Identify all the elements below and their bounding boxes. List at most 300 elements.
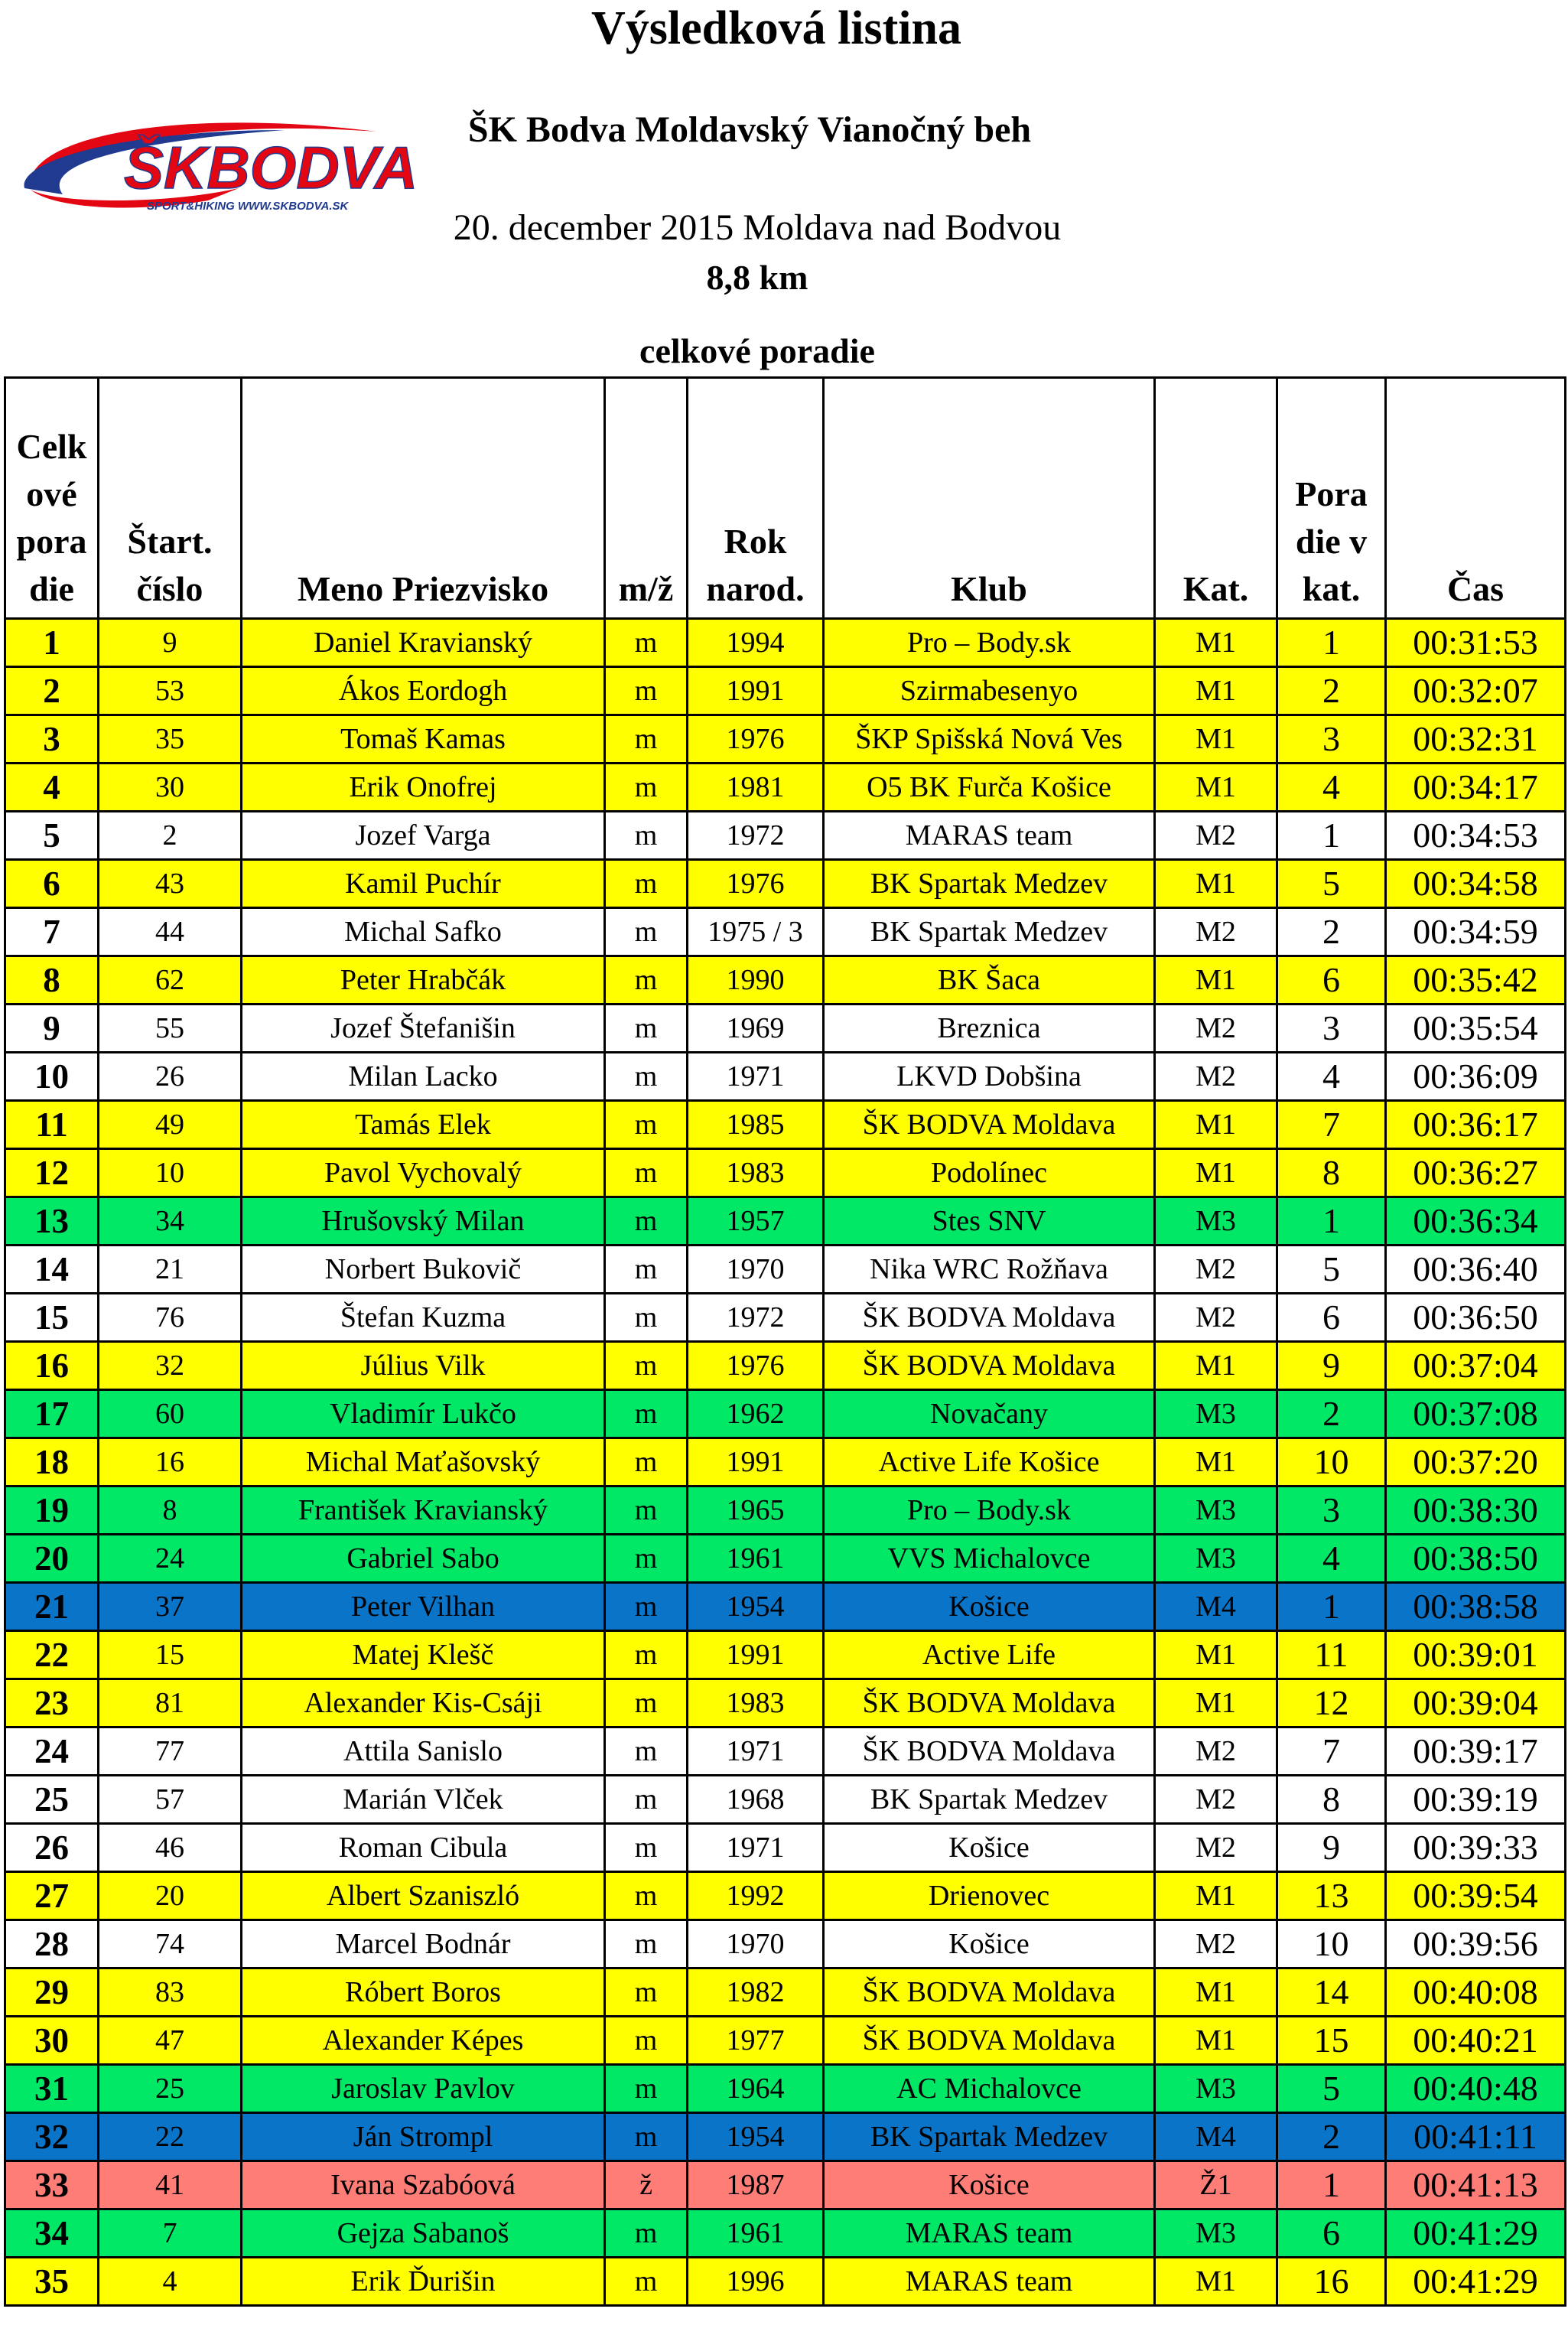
category-position-cell: 8 (1277, 1149, 1386, 1197)
category-cell: M3 (1155, 1487, 1277, 1535)
category-cell: M1 (1155, 860, 1277, 908)
overall-position-cell: 9 (5, 1005, 99, 1053)
col-header-birth-year: Rok narod. (688, 378, 824, 619)
sex-cell: m (605, 1824, 688, 1872)
runner-name-cell: Erik Ďurišin (242, 2258, 605, 2306)
runner-name-cell: Tamás Elek (242, 1101, 605, 1149)
sex-cell: m (605, 1487, 688, 1535)
runner-name-cell: Matej Klešč (242, 1631, 605, 1679)
table-row (5, 1294, 1566, 1342)
runner-name-cell: Attila Sanislo (242, 1727, 605, 1776)
overall-position-cell: 10 (5, 1053, 99, 1101)
finish-time-cell: 00:39:33 (1386, 1824, 1566, 1872)
overall-position-cell: 4 (5, 764, 99, 812)
runner-name-cell: Peter Hrabčák (242, 956, 605, 1005)
category-cell: M2 (1155, 908, 1277, 956)
club-cell: MARAS team (824, 2258, 1155, 2306)
overall-position-cell: 23 (5, 1679, 99, 1727)
category-cell: M4 (1155, 2113, 1277, 2161)
overall-position-cell: 6 (5, 860, 99, 908)
table-row (5, 1824, 1566, 1872)
category-position-cell: 6 (1277, 956, 1386, 1005)
finish-time-cell: 00:39:54 (1386, 1872, 1566, 1920)
finish-time-cell: 00:36:50 (1386, 1294, 1566, 1342)
category-cell: M3 (1155, 2209, 1277, 2258)
overall-position-cell: 21 (5, 1583, 99, 1631)
birth-year-cell: 1970 (688, 1920, 824, 1968)
category-cell: M2 (1155, 1776, 1277, 1824)
category-cell: M1 (1155, 764, 1277, 812)
overall-position-cell: 18 (5, 1438, 99, 1487)
club-cell: AC Michalovce (824, 2065, 1155, 2113)
birth-year-cell: 1971 (688, 1053, 824, 1101)
finish-time-cell: 00:37:04 (1386, 1342, 1566, 1390)
category-position-cell: 2 (1277, 908, 1386, 956)
birth-year-cell: 1976 (688, 715, 824, 764)
runner-name-cell: Ján Strompl (242, 2113, 605, 2161)
sex-cell: m (605, 1101, 688, 1149)
runner-name-cell: František Kravianský (242, 1487, 605, 1535)
sex-cell: m (605, 908, 688, 956)
overall-position-cell: 14 (5, 1246, 99, 1294)
overall-position-cell: 34 (5, 2209, 99, 2258)
finish-time-cell: 00:36:27 (1386, 1149, 1566, 1197)
overall-position-cell: 29 (5, 1968, 99, 2017)
runner-name-cell: Michal Safko (242, 908, 605, 956)
birth-year-cell: 1990 (688, 956, 824, 1005)
finish-time-cell: 00:32:31 (1386, 715, 1566, 764)
finish-time-cell: 00:38:30 (1386, 1487, 1566, 1535)
finish-time-cell: 00:31:53 (1386, 619, 1566, 667)
runner-name-cell: Alexander Képes (242, 2017, 605, 2065)
skbodva-logo (9, 115, 438, 214)
category-position-cell: 11 (1277, 1631, 1386, 1679)
club-cell: ŠK BODVA Moldava (824, 1294, 1155, 1342)
start-number-cell: 60 (99, 1390, 242, 1438)
runner-name-cell: Alexander Kis-Csáji (242, 1679, 605, 1727)
category-position-cell: 7 (1277, 1101, 1386, 1149)
finish-time-cell: 00:39:19 (1386, 1776, 1566, 1824)
table-row (5, 619, 1566, 667)
category-cell: M1 (1155, 619, 1277, 667)
finish-time-cell: 00:35:54 (1386, 1005, 1566, 1053)
overall-position-cell: 7 (5, 908, 99, 956)
table-row (5, 1776, 1566, 1824)
runner-name-cell: Albert Szaniszló (242, 1872, 605, 1920)
table-row (5, 2209, 1566, 2258)
start-number-cell: 35 (99, 715, 242, 764)
sex-cell: m (605, 956, 688, 1005)
category-position-cell: 4 (1277, 764, 1386, 812)
category-position-cell: 12 (1277, 1679, 1386, 1727)
event-date-place: 20. december 2015 Moldava nad Bodvou (453, 207, 1062, 248)
start-number-cell: 74 (99, 1920, 242, 1968)
finish-time-cell: 00:39:56 (1386, 1920, 1566, 1968)
birth-year-cell: 1964 (688, 2065, 824, 2113)
club-cell: ŠK BODVA Moldava (824, 1342, 1155, 1390)
sex-cell: m (605, 1053, 688, 1101)
start-number-cell: 81 (99, 1679, 242, 1727)
category-position-cell: 4 (1277, 1535, 1386, 1583)
table-row (5, 1487, 1566, 1535)
runner-name-cell: Ákos Eordogh (242, 667, 605, 715)
runner-name-cell: Erik Onofrej (242, 764, 605, 812)
club-cell: Stes SNV (824, 1197, 1155, 1246)
category-position-cell: 9 (1277, 1342, 1386, 1390)
sex-cell: m (605, 1872, 688, 1920)
category-cell: M1 (1155, 1438, 1277, 1487)
start-number-cell: 20 (99, 1872, 242, 1920)
start-number-cell: 76 (99, 1294, 242, 1342)
sex-cell: m (605, 860, 688, 908)
category-position-cell: 5 (1277, 2065, 1386, 2113)
start-number-cell: 37 (99, 1583, 242, 1631)
table-row (5, 1438, 1566, 1487)
start-number-cell: 46 (99, 1824, 242, 1872)
birth-year-cell: 1982 (688, 1968, 824, 2017)
overall-position-cell: 17 (5, 1390, 99, 1438)
start-number-cell: 57 (99, 1776, 242, 1824)
birth-year-cell: 1971 (688, 1727, 824, 1776)
start-number-cell: 34 (99, 1197, 242, 1246)
club-cell: Pro – Body.sk (824, 1487, 1155, 1535)
overall-position-cell: 30 (5, 2017, 99, 2065)
finish-time-cell: 00:39:01 (1386, 1631, 1566, 1679)
overall-position-cell: 24 (5, 1727, 99, 1776)
club-cell: BK Spartak Medzev (824, 860, 1155, 908)
table-row (5, 1197, 1566, 1246)
start-number-cell: 83 (99, 1968, 242, 2017)
overall-position-cell: 16 (5, 1342, 99, 1390)
category-position-cell: 14 (1277, 1968, 1386, 2017)
club-cell: ŠKP Spišská Nová Ves (824, 715, 1155, 764)
start-number-cell: 26 (99, 1053, 242, 1101)
category-cell: M2 (1155, 1246, 1277, 1294)
runner-name-cell: Hrušovský Milan (242, 1197, 605, 1246)
finish-time-cell: 00:39:04 (1386, 1679, 1566, 1727)
category-cell: M4 (1155, 1583, 1277, 1631)
category-cell: M2 (1155, 812, 1277, 860)
sex-cell: m (605, 1583, 688, 1631)
sex-cell: m (605, 1727, 688, 1776)
category-position-cell: 10 (1277, 1438, 1386, 1487)
club-cell: Active Life (824, 1631, 1155, 1679)
sex-cell: m (605, 1968, 688, 2017)
club-cell: BK Spartak Medzev (824, 908, 1155, 956)
sex-cell: m (605, 2017, 688, 2065)
start-number-cell: 21 (99, 1246, 242, 1294)
sex-cell: m (605, 1920, 688, 1968)
club-cell: BK Šaca (824, 956, 1155, 1005)
table-row (5, 1872, 1566, 1920)
sex-cell: m (605, 1438, 688, 1487)
table-row (5, 1968, 1566, 2017)
runner-name-cell: Daniel Kravianský (242, 619, 605, 667)
sex-cell: m (605, 2258, 688, 2306)
col-header-overall-position: Celk ové pora die (5, 378, 99, 619)
category-cell: M1 (1155, 1101, 1277, 1149)
finish-time-cell: 00:36:40 (1386, 1246, 1566, 1294)
runner-name-cell: Gabriel Sabo (242, 1535, 605, 1583)
table-row (5, 1920, 1566, 1968)
category-position-cell: 1 (1277, 1583, 1386, 1631)
table-row (5, 956, 1566, 1005)
finish-time-cell: 00:37:08 (1386, 1390, 1566, 1438)
sex-cell: m (605, 1631, 688, 1679)
category-position-cell: 16 (1277, 2258, 1386, 2306)
birth-year-cell: 1991 (688, 1438, 824, 1487)
runner-name-cell: Ivana Szabóová (242, 2161, 605, 2209)
finish-time-cell: 00:36:17 (1386, 1101, 1566, 1149)
finish-time-cell: 00:34:53 (1386, 812, 1566, 860)
finish-time-cell: 00:41:29 (1386, 2258, 1566, 2306)
sex-cell: ž (605, 2161, 688, 2209)
col-header-sex: m/ž (605, 378, 688, 619)
birth-year-cell: 1962 (688, 1390, 824, 1438)
table-row (5, 2161, 1566, 2209)
birth-year-cell: 1961 (688, 1535, 824, 1583)
club-cell: Pro – Body.sk (824, 619, 1155, 667)
table-row (5, 764, 1566, 812)
overall-position-cell: 5 (5, 812, 99, 860)
document-title: Výsledková listina (590, 2, 962, 54)
club-cell: O5 BK Furča Košice (824, 764, 1155, 812)
birth-year-cell: 1965 (688, 1487, 824, 1535)
club-cell: Košice (824, 2161, 1155, 2209)
category-cell: M2 (1155, 1727, 1277, 1776)
table-row (5, 715, 1566, 764)
runner-name-cell: Milan Lacko (242, 1053, 605, 1101)
club-cell: Košice (824, 1583, 1155, 1631)
club-cell: ŠK BODVA Moldava (824, 1727, 1155, 1776)
table-row (5, 2258, 1566, 2306)
finish-time-cell: 00:39:17 (1386, 1727, 1566, 1776)
category-position-cell: 15 (1277, 2017, 1386, 2065)
sex-cell: m (605, 764, 688, 812)
runner-name-cell: Gejza Sabanoš (242, 2209, 605, 2258)
birth-year-cell: 1957 (688, 1197, 824, 1246)
results-table (4, 376, 1566, 2307)
section-heading: celkové poradie (639, 331, 875, 370)
start-number-cell: 30 (99, 764, 242, 812)
category-position-cell: 1 (1277, 1197, 1386, 1246)
start-number-cell: 44 (99, 908, 242, 956)
category-cell: M3 (1155, 1535, 1277, 1583)
birth-year-cell: 1991 (688, 667, 824, 715)
start-number-cell: 41 (99, 2161, 242, 2209)
svg-text:ŠKBODVA: ŠKBODVA (124, 134, 418, 201)
birth-year-cell: 1994 (688, 619, 824, 667)
start-number-cell: 47 (99, 2017, 242, 2065)
overall-position-cell: 12 (5, 1149, 99, 1197)
runner-name-cell: Július Vilk (242, 1342, 605, 1390)
club-cell: Novačany (824, 1390, 1155, 1438)
sex-cell: m (605, 1342, 688, 1390)
category-cell: M1 (1155, 1872, 1277, 1920)
start-number-cell: 9 (99, 619, 242, 667)
category-position-cell: 7 (1277, 1727, 1386, 1776)
birth-year-cell: 1981 (688, 764, 824, 812)
event-name: ŠK Bodva Moldavský Vianočný beh (467, 109, 1032, 150)
finish-time-cell: 00:34:58 (1386, 860, 1566, 908)
overall-position-cell: 31 (5, 2065, 99, 2113)
category-cell: M2 (1155, 1294, 1277, 1342)
club-cell: BK Spartak Medzev (824, 2113, 1155, 2161)
finish-time-cell: 00:40:21 (1386, 2017, 1566, 2065)
category-cell: M3 (1155, 1390, 1277, 1438)
runner-name-cell: Tomaš Kamas (242, 715, 605, 764)
birth-year-cell: 1970 (688, 1246, 824, 1294)
start-number-cell: 8 (99, 1487, 242, 1535)
category-cell: M1 (1155, 2258, 1277, 2306)
sex-cell: m (605, 812, 688, 860)
start-number-cell: 7 (99, 2209, 242, 2258)
table-row (5, 1727, 1566, 1776)
club-cell: Nika WRC Rožňava (824, 1246, 1155, 1294)
birth-year-cell: 1961 (688, 2209, 824, 2258)
overall-position-cell: 13 (5, 1197, 99, 1246)
finish-time-cell: 00:36:09 (1386, 1053, 1566, 1101)
birth-year-cell: 1985 (688, 1101, 824, 1149)
col-header-category-position: Pora die v kat. (1277, 378, 1386, 619)
overall-position-cell: 2 (5, 667, 99, 715)
table-row (5, 1390, 1566, 1438)
category-position-cell: 5 (1277, 860, 1386, 908)
table-row (5, 1246, 1566, 1294)
sex-cell: m (605, 2209, 688, 2258)
overall-position-cell: 8 (5, 956, 99, 1005)
event-distance: 8,8 km (706, 258, 808, 297)
sex-cell: m (605, 619, 688, 667)
runner-name-cell: Róbert Boros (242, 1968, 605, 2017)
sex-cell: m (605, 1246, 688, 1294)
birth-year-cell: 1969 (688, 1005, 824, 1053)
category-position-cell: 3 (1277, 715, 1386, 764)
club-cell: MARAS team (824, 2209, 1155, 2258)
sex-cell: m (605, 1679, 688, 1727)
club-cell: Active Life Košice (824, 1438, 1155, 1487)
category-cell: M3 (1155, 2065, 1277, 2113)
table-row (5, 1342, 1566, 1390)
overall-position-cell: 32 (5, 2113, 99, 2161)
table-row (5, 1005, 1566, 1053)
runner-name-cell: Jozef Varga (242, 812, 605, 860)
col-header-category: Kat. (1155, 378, 1277, 619)
runner-name-cell: Pavol Vychovalý (242, 1149, 605, 1197)
table-row (5, 908, 1566, 956)
birth-year-cell: 1996 (688, 2258, 824, 2306)
col-header-time: Čas (1386, 378, 1566, 619)
birth-year-cell: 1976 (688, 1342, 824, 1390)
table-row (5, 812, 1566, 860)
finish-time-cell: 00:41:29 (1386, 2209, 1566, 2258)
start-number-cell: 55 (99, 1005, 242, 1053)
category-cell: M1 (1155, 1149, 1277, 1197)
birth-year-cell: 1968 (688, 1776, 824, 1824)
overall-position-cell: 25 (5, 1776, 99, 1824)
category-cell: M1 (1155, 956, 1277, 1005)
table-row (5, 1101, 1566, 1149)
club-cell: ŠK BODVA Moldava (824, 1101, 1155, 1149)
category-position-cell: 3 (1277, 1487, 1386, 1535)
runner-name-cell: Marcel Bodnár (242, 1920, 605, 1968)
sex-cell: m (605, 1535, 688, 1583)
start-number-cell: 22 (99, 2113, 242, 2161)
runner-name-cell: Norbert Bukovič (242, 1246, 605, 1294)
table-row (5, 1053, 1566, 1101)
finish-time-cell: 00:38:58 (1386, 1583, 1566, 1631)
sex-cell: m (605, 1005, 688, 1053)
category-position-cell: 1 (1277, 812, 1386, 860)
svg-text:SPORT&HIKING WWW.SKBODVA.SK: SPORT&HIKING WWW.SKBODVA.SK (147, 200, 349, 213)
birth-year-cell: 1954 (688, 2113, 824, 2161)
finish-time-cell: 00:36:34 (1386, 1197, 1566, 1246)
overall-position-cell: 19 (5, 1487, 99, 1535)
col-header-name: Meno Priezvisko (242, 378, 605, 619)
club-cell: Breznica (824, 1005, 1155, 1053)
club-cell: ŠK BODVA Moldava (824, 2017, 1155, 2065)
table-row (5, 2113, 1566, 2161)
birth-year-cell: 1983 (688, 1149, 824, 1197)
overall-position-cell: 22 (5, 1631, 99, 1679)
sex-cell: m (605, 1149, 688, 1197)
runner-name-cell: Michal Maťašovský (242, 1438, 605, 1487)
club-cell: ŠK BODVA Moldava (824, 1679, 1155, 1727)
birth-year-cell: 1954 (688, 1583, 824, 1631)
overall-position-cell: 33 (5, 2161, 99, 2209)
category-cell: M1 (1155, 1342, 1277, 1390)
start-number-cell: 24 (99, 1535, 242, 1583)
start-number-cell: 77 (99, 1727, 242, 1776)
category-position-cell: 8 (1277, 1776, 1386, 1824)
finish-time-cell: 00:37:20 (1386, 1438, 1566, 1487)
sex-cell: m (605, 2113, 688, 2161)
col-header-club: Klub (824, 378, 1155, 619)
birth-year-cell: 1975 / 3 (688, 908, 824, 956)
birth-year-cell: 1977 (688, 2017, 824, 2065)
start-number-cell: 10 (99, 1149, 242, 1197)
runner-name-cell: Roman Cibula (242, 1824, 605, 1872)
category-cell: M2 (1155, 1920, 1277, 1968)
category-cell: M1 (1155, 715, 1277, 764)
finish-time-cell: 00:32:07 (1386, 667, 1566, 715)
club-cell: Drienovec (824, 1872, 1155, 1920)
category-cell: M1 (1155, 2017, 1277, 2065)
sex-cell: m (605, 667, 688, 715)
category-position-cell: 6 (1277, 2209, 1386, 2258)
overall-position-cell: 28 (5, 1920, 99, 1968)
start-number-cell: 53 (99, 667, 242, 715)
birth-year-cell: 1972 (688, 1294, 824, 1342)
club-cell: BK Spartak Medzev (824, 1776, 1155, 1824)
category-cell: M1 (1155, 1631, 1277, 1679)
sex-cell: m (605, 1197, 688, 1246)
start-number-cell: 16 (99, 1438, 242, 1487)
start-number-cell: 4 (99, 2258, 242, 2306)
results-body (5, 619, 1566, 2306)
birth-year-cell: 1971 (688, 1824, 824, 1872)
finish-time-cell: 00:40:08 (1386, 1968, 1566, 2017)
start-number-cell: 2 (99, 812, 242, 860)
birth-year-cell: 1987 (688, 2161, 824, 2209)
club-cell: Košice (824, 1920, 1155, 1968)
table-row (5, 2017, 1566, 2065)
club-cell: Košice (824, 1824, 1155, 1872)
overall-position-cell: 1 (5, 619, 99, 667)
table-row (5, 1583, 1566, 1631)
table-row (5, 2065, 1566, 2113)
overall-position-cell: 27 (5, 1872, 99, 1920)
